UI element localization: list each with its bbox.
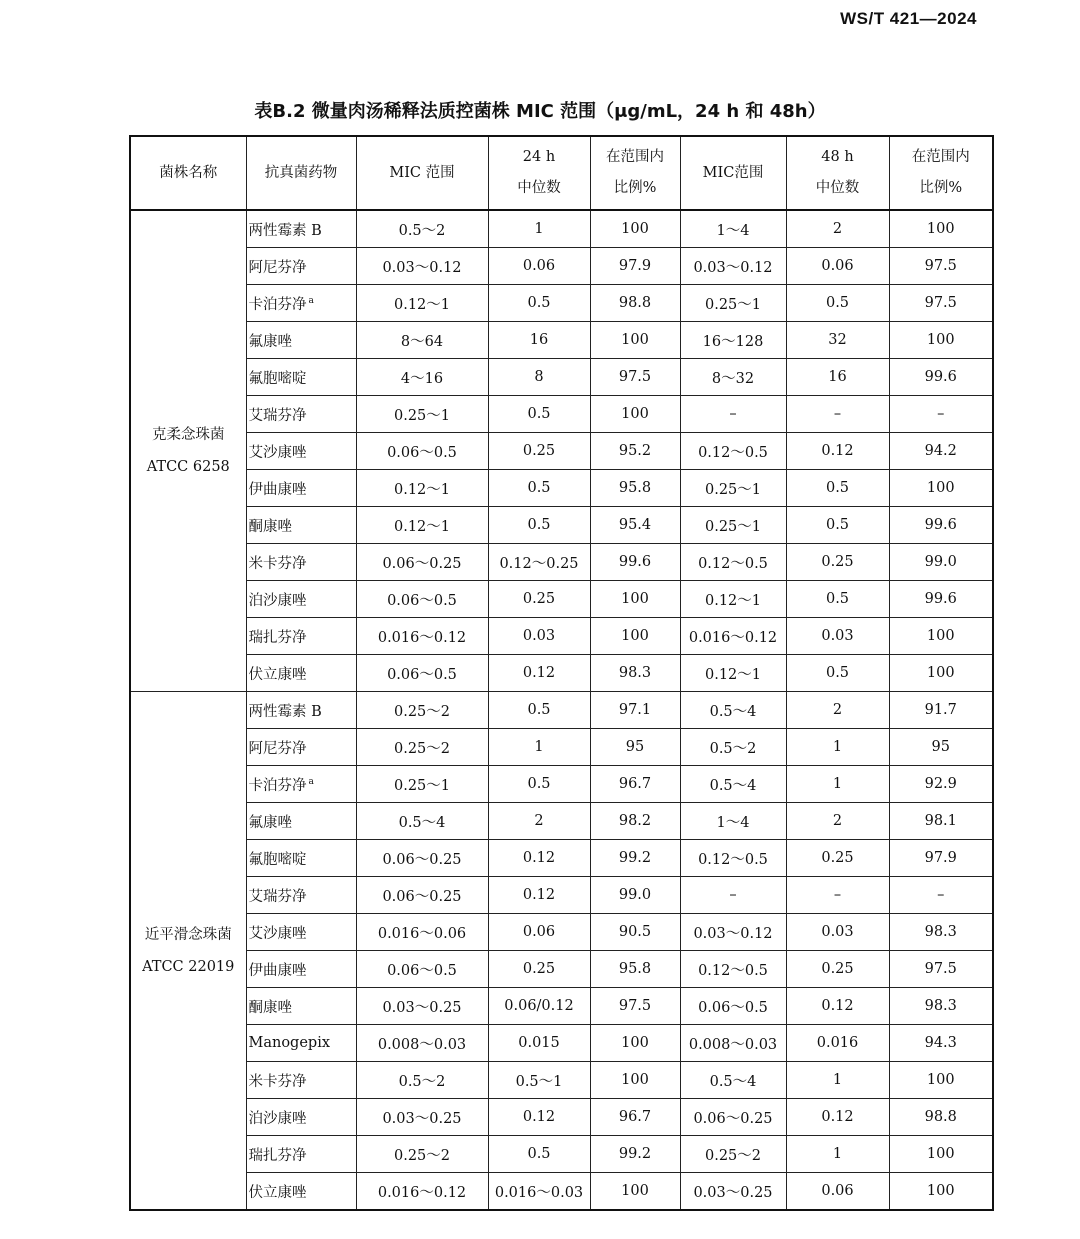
drug-name: 氟胞嘧啶 bbox=[248, 851, 307, 868]
value-cell-median24: 0.06/0.12 bbox=[488, 988, 590, 1025]
table-row bbox=[130, 877, 993, 914]
value-cell-pct48: 94.3 bbox=[889, 1025, 993, 1062]
value-cell-pct48: 98.3 bbox=[889, 988, 993, 1025]
value-cell-median24: 0.12 bbox=[488, 1099, 590, 1136]
value-cell-pct48: 100 bbox=[889, 618, 993, 655]
table-row bbox=[130, 210, 993, 248]
table-row bbox=[130, 396, 993, 433]
strain-name: 近平滑念珠菌 bbox=[144, 926, 232, 943]
table-row bbox=[130, 655, 993, 692]
value-cell-pct48: 97.5 bbox=[889, 248, 993, 285]
drug-name: 氟康唑 bbox=[248, 814, 292, 831]
value-cell-pct48: 98.1 bbox=[889, 803, 993, 840]
value-cell-pct24: 97.1 bbox=[590, 692, 680, 729]
value-cell-pct48: 100 bbox=[889, 655, 993, 692]
value-cell-mic24: 0.12～1 bbox=[356, 507, 488, 544]
col-header-median-48h: 48 h 中位数 bbox=[786, 136, 889, 210]
table-row bbox=[130, 1099, 993, 1136]
value-cell-median48: 2 bbox=[786, 692, 889, 729]
table-row bbox=[130, 951, 993, 988]
drug-name: 两性霉素 B bbox=[248, 703, 322, 720]
value-cell-mic48: 1～4 bbox=[680, 210, 786, 248]
value-cell-median48: 0.12 bbox=[786, 1099, 889, 1136]
value-cell-pct24: 95 bbox=[590, 729, 680, 766]
value-cell-median48: 0.25 bbox=[786, 840, 889, 877]
value-cell-mic24: 0.5～4 bbox=[356, 803, 488, 840]
drug-cell bbox=[246, 248, 356, 285]
table-row bbox=[130, 729, 993, 766]
value-cell-pct48: – bbox=[889, 877, 993, 914]
value-cell-mic48: 0.5～4 bbox=[680, 1062, 786, 1099]
value-cell-pct24: 98.2 bbox=[590, 803, 680, 840]
strain-cell bbox=[130, 210, 246, 692]
mic-range-table bbox=[129, 135, 994, 1211]
value-cell-mic24: 0.25～1 bbox=[356, 396, 488, 433]
value-cell-mic48: 0.008～0.03 bbox=[680, 1025, 786, 1062]
drug-cell bbox=[246, 359, 356, 396]
drug-cell bbox=[246, 396, 356, 433]
value-cell-mic48: – bbox=[680, 877, 786, 914]
standard-code: WS/T 421—2024 bbox=[840, 9, 977, 28]
value-cell-mic24: 0.06～0.25 bbox=[356, 877, 488, 914]
value-cell-pct24: 97.5 bbox=[590, 988, 680, 1025]
value-cell-median24: 0.5 bbox=[488, 507, 590, 544]
drug-name: 阿尼芬净 bbox=[248, 259, 307, 276]
drug-name: 阿尼芬净 bbox=[248, 740, 307, 757]
value-cell-pct24: 98.3 bbox=[590, 655, 680, 692]
drug-name: 米卡芬净 bbox=[248, 1073, 307, 1090]
value-cell-median48: – bbox=[786, 396, 889, 433]
drug-name: 泊沙康唑 bbox=[248, 1110, 307, 1127]
header-row bbox=[130, 136, 993, 210]
value-cell-pct48: 100 bbox=[889, 1173, 993, 1211]
drug-cell bbox=[246, 803, 356, 840]
value-cell-median48: 1 bbox=[786, 1136, 889, 1173]
col-header-percent-24h: 在范围内 比例% bbox=[590, 136, 680, 210]
value-cell-median24: 0.12 bbox=[488, 877, 590, 914]
drug-name: 伏立康唑 bbox=[248, 1184, 307, 1201]
value-cell-median48: 0.5 bbox=[786, 581, 889, 618]
drug-cell bbox=[246, 544, 356, 581]
table-row bbox=[130, 766, 993, 803]
value-cell-pct24: 100 bbox=[590, 322, 680, 359]
footnote-marker: a bbox=[308, 295, 314, 306]
value-cell-median24: 0.5～1 bbox=[488, 1062, 590, 1099]
value-cell-pct24: 100 bbox=[590, 581, 680, 618]
drug-name: 酮康唑 bbox=[248, 999, 292, 1016]
drug-cell bbox=[246, 988, 356, 1025]
value-cell-pct48: 97.5 bbox=[889, 951, 993, 988]
drug-cell bbox=[246, 1025, 356, 1062]
table-row bbox=[130, 507, 993, 544]
value-cell-median48: 16 bbox=[786, 359, 889, 396]
drug-name: 伏立康唑 bbox=[248, 666, 307, 683]
value-cell-mic48: 0.25～1 bbox=[680, 285, 786, 322]
value-cell-pct48: 92.9 bbox=[889, 766, 993, 803]
drug-cell bbox=[246, 951, 356, 988]
value-cell-mic24: 0.06～0.5 bbox=[356, 581, 488, 618]
value-cell-pct24: 98.8 bbox=[590, 285, 680, 322]
value-cell-pct24: 90.5 bbox=[590, 914, 680, 951]
col-header-percent-48h: 在范围内 比例% bbox=[889, 136, 993, 210]
drug-name: 艾沙康唑 bbox=[248, 444, 307, 461]
value-cell-median48: 2 bbox=[786, 803, 889, 840]
value-cell-median48: 1 bbox=[786, 1062, 889, 1099]
drug-cell bbox=[246, 1099, 356, 1136]
drug-cell bbox=[246, 322, 356, 359]
strain-name: 克柔念珠菌 bbox=[152, 427, 225, 443]
value-cell-mic48: 8～32 bbox=[680, 359, 786, 396]
value-cell-median24: 1 bbox=[488, 210, 590, 248]
value-cell-median24: 8 bbox=[488, 359, 590, 396]
drug-name: 卡泊芬净 bbox=[248, 296, 307, 313]
table-row bbox=[130, 914, 993, 951]
value-cell-mic24: 8～64 bbox=[356, 322, 488, 359]
value-cell-mic48: 0.12～1 bbox=[680, 655, 786, 692]
value-cell-pct24: 97.5 bbox=[590, 359, 680, 396]
value-cell-median48: 0.06 bbox=[786, 248, 889, 285]
value-cell-pct24: 100 bbox=[590, 396, 680, 433]
drug-cell bbox=[246, 618, 356, 655]
value-cell-pct48: 99.6 bbox=[889, 359, 993, 396]
value-cell-pct24: 100 bbox=[590, 1062, 680, 1099]
value-cell-median48: 0.5 bbox=[786, 285, 889, 322]
value-cell-mic48: 0.12～0.5 bbox=[680, 433, 786, 470]
value-cell-pct48: 100 bbox=[889, 470, 993, 507]
value-cell-pct48: 98.8 bbox=[889, 1099, 993, 1136]
value-cell-median48: 0.06 bbox=[786, 1173, 889, 1211]
drug-cell bbox=[246, 433, 356, 470]
value-cell-pct24: 100 bbox=[590, 1173, 680, 1211]
table-caption: 表B.2 微量肉汤稀释法质控菌株 MIC 范围（μg/mL，24 h 和 48h） bbox=[254, 101, 826, 122]
value-cell-pct48: 98.3 bbox=[889, 914, 993, 951]
value-cell-mic24: 0.25～2 bbox=[356, 1136, 488, 1173]
value-cell-median24: 0.015 bbox=[488, 1025, 590, 1062]
table-row bbox=[130, 988, 993, 1025]
value-cell-mic48: 0.25～1 bbox=[680, 507, 786, 544]
value-cell-median48: 0.5 bbox=[786, 655, 889, 692]
value-cell-mic24: 0.03～0.25 bbox=[356, 988, 488, 1025]
table-row bbox=[130, 1025, 993, 1062]
value-cell-median48: 2 bbox=[786, 210, 889, 248]
value-cell-pct24: 95.8 bbox=[590, 470, 680, 507]
value-cell-median48: 0.03 bbox=[786, 618, 889, 655]
value-cell-pct48: 100 bbox=[889, 1062, 993, 1099]
drug-cell bbox=[246, 877, 356, 914]
value-cell-mic24: 0.008～0.03 bbox=[356, 1025, 488, 1062]
value-cell-pct48: 100 bbox=[889, 1136, 993, 1173]
value-cell-mic48: – bbox=[680, 396, 786, 433]
drug-cell bbox=[246, 692, 356, 729]
value-cell-pct48: 100 bbox=[889, 210, 993, 248]
drug-name: 艾瑞芬净 bbox=[248, 407, 307, 424]
value-cell-median24: 16 bbox=[488, 322, 590, 359]
value-cell-median48: 0.03 bbox=[786, 914, 889, 951]
value-cell-mic24: 0.016～0.06 bbox=[356, 914, 488, 951]
value-cell-mic48: 0.03～0.12 bbox=[680, 914, 786, 951]
drug-cell bbox=[246, 655, 356, 692]
table-row bbox=[130, 618, 993, 655]
drug-name: 米卡芬净 bbox=[248, 555, 307, 572]
value-cell-median24: 0.12 bbox=[488, 840, 590, 877]
value-cell-mic48: 0.5～4 bbox=[680, 692, 786, 729]
value-cell-median24: 0.016～0.03 bbox=[488, 1173, 590, 1211]
value-cell-mic48: 0.5～4 bbox=[680, 766, 786, 803]
col-header-drug: 抗真菌药物 bbox=[246, 136, 356, 210]
value-cell-median24: 0.06 bbox=[488, 248, 590, 285]
value-cell-median48: 0.12 bbox=[786, 988, 889, 1025]
value-cell-mic48: 0.12～0.5 bbox=[680, 544, 786, 581]
value-cell-median48: 0.5 bbox=[786, 507, 889, 544]
drug-name: Manogepix bbox=[248, 1035, 331, 1051]
value-cell-median24: 0.5 bbox=[488, 285, 590, 322]
table-row bbox=[130, 470, 993, 507]
value-cell-pct24: 100 bbox=[590, 618, 680, 655]
value-cell-median24: 0.25 bbox=[488, 433, 590, 470]
value-cell-mic24: 0.06～0.5 bbox=[356, 655, 488, 692]
value-cell-pct24: 99.0 bbox=[590, 877, 680, 914]
value-cell-median48: 0.25 bbox=[786, 951, 889, 988]
value-cell-pct24: 95.8 bbox=[590, 951, 680, 988]
value-cell-pct24: 96.7 bbox=[590, 766, 680, 803]
drug-name: 酮康唑 bbox=[248, 518, 292, 535]
drug-name: 氟康唑 bbox=[248, 333, 292, 350]
value-cell-median24: 0.5 bbox=[488, 1136, 590, 1173]
drug-cell bbox=[246, 840, 356, 877]
value-cell-pct24: 97.9 bbox=[590, 248, 680, 285]
value-cell-pct24: 99.2 bbox=[590, 1136, 680, 1173]
value-cell-mic48: 0.12～0.5 bbox=[680, 951, 786, 988]
drug-cell bbox=[246, 507, 356, 544]
value-cell-mic24: 0.25～2 bbox=[356, 692, 488, 729]
drug-cell bbox=[246, 210, 356, 248]
value-cell-pct48: 95 bbox=[889, 729, 993, 766]
drug-name: 瑞扎芬净 bbox=[248, 1147, 307, 1164]
value-cell-pct48: 94.2 bbox=[889, 433, 993, 470]
table-row bbox=[130, 840, 993, 877]
drug-cell bbox=[246, 1136, 356, 1173]
drug-cell bbox=[246, 1062, 356, 1099]
drug-name: 伊曲康唑 bbox=[248, 962, 307, 979]
drug-cell bbox=[246, 1173, 356, 1211]
value-cell-mic24: 0.25～2 bbox=[356, 729, 488, 766]
value-cell-mic24: 4～16 bbox=[356, 359, 488, 396]
strain-cell bbox=[130, 692, 246, 1211]
value-cell-mic48: 16～128 bbox=[680, 322, 786, 359]
drug-cell bbox=[246, 581, 356, 618]
value-cell-median24: 0.5 bbox=[488, 692, 590, 729]
table-row bbox=[130, 692, 993, 729]
value-cell-pct48: 97.5 bbox=[889, 285, 993, 322]
drug-cell bbox=[246, 914, 356, 951]
value-cell-pct48: – bbox=[889, 396, 993, 433]
value-cell-mic48: 0.5～2 bbox=[680, 729, 786, 766]
table-row bbox=[130, 433, 993, 470]
value-cell-pct48: 91.7 bbox=[889, 692, 993, 729]
value-cell-pct24: 100 bbox=[590, 1025, 680, 1062]
value-cell-pct24: 99.6 bbox=[590, 544, 680, 581]
value-cell-median24: 0.5 bbox=[488, 470, 590, 507]
value-cell-median48: 0.016 bbox=[786, 1025, 889, 1062]
value-cell-pct48: 99.0 bbox=[889, 544, 993, 581]
value-cell-pct24: 96.7 bbox=[590, 1099, 680, 1136]
value-cell-mic48: 0.12～0.5 bbox=[680, 840, 786, 877]
table-row bbox=[130, 544, 993, 581]
value-cell-mic24: 0.016～0.12 bbox=[356, 618, 488, 655]
value-cell-mic24: 0.06～0.5 bbox=[356, 951, 488, 988]
strain-code: ATCC 6258 bbox=[146, 459, 230, 475]
table-row bbox=[130, 1136, 993, 1173]
drug-cell bbox=[246, 470, 356, 507]
value-cell-pct48: 99.6 bbox=[889, 507, 993, 544]
col-header-strain: 菌株名称 bbox=[130, 136, 246, 210]
value-cell-median24: 0.06 bbox=[488, 914, 590, 951]
value-cell-mic48: 0.03～0.25 bbox=[680, 1173, 786, 1211]
value-cell-median48: 1 bbox=[786, 729, 889, 766]
value-cell-pct24: 95.2 bbox=[590, 433, 680, 470]
value-cell-mic48: 0.06～0.5 bbox=[680, 988, 786, 1025]
table-row bbox=[130, 248, 993, 285]
value-cell-median24: 0.5 bbox=[488, 396, 590, 433]
value-cell-median48: – bbox=[786, 877, 889, 914]
value-cell-mic24: 0.06～0.25 bbox=[356, 544, 488, 581]
table-row bbox=[130, 803, 993, 840]
table-row bbox=[130, 285, 993, 322]
drug-name: 伊曲康唑 bbox=[248, 481, 307, 498]
footnote-marker: a bbox=[308, 776, 314, 787]
table-row bbox=[130, 1173, 993, 1211]
drug-cell bbox=[246, 729, 356, 766]
value-cell-pct48: 99.6 bbox=[889, 581, 993, 618]
value-cell-median24: 1 bbox=[488, 729, 590, 766]
value-cell-mic48: 0.25～1 bbox=[680, 470, 786, 507]
value-cell-pct48: 100 bbox=[889, 322, 993, 359]
strain-code: ATCC 22019 bbox=[142, 958, 235, 975]
drug-name: 卡泊芬净 bbox=[248, 777, 307, 794]
value-cell-median48: 0.5 bbox=[786, 470, 889, 507]
drug-name: 艾瑞芬净 bbox=[248, 888, 307, 905]
col-header-mic-24h: MIC 范围 bbox=[356, 136, 488, 210]
value-cell-mic24: 0.016～0.12 bbox=[356, 1173, 488, 1211]
value-cell-mic24: 0.03～0.12 bbox=[356, 248, 488, 285]
value-cell-mic24: 0.06～0.25 bbox=[356, 840, 488, 877]
table-row bbox=[130, 581, 993, 618]
value-cell-mic48: 0.25～2 bbox=[680, 1136, 786, 1173]
value-cell-mic24: 0.25～1 bbox=[356, 766, 488, 803]
col-header-median-24h: 24 h 中位数 bbox=[488, 136, 590, 210]
value-cell-median24: 0.03 bbox=[488, 618, 590, 655]
value-cell-mic48: 0.03～0.12 bbox=[680, 248, 786, 285]
value-cell-mic24: 0.5～2 bbox=[356, 210, 488, 248]
drug-name: 氟胞嘧啶 bbox=[248, 370, 307, 387]
drug-cell bbox=[246, 766, 356, 803]
value-cell-pct48: 97.9 bbox=[889, 840, 993, 877]
drug-name: 两性霉素 B bbox=[248, 222, 322, 239]
table-row bbox=[130, 359, 993, 396]
drug-name: 艾沙康唑 bbox=[248, 925, 307, 942]
value-cell-median24: 2 bbox=[488, 803, 590, 840]
value-cell-median24: 0.25 bbox=[488, 951, 590, 988]
value-cell-mic48: 0.016～0.12 bbox=[680, 618, 786, 655]
value-cell-pct24: 95.4 bbox=[590, 507, 680, 544]
table-row bbox=[130, 322, 993, 359]
value-cell-median48: 0.25 bbox=[786, 544, 889, 581]
value-cell-median24: 0.25 bbox=[488, 581, 590, 618]
drug-name: 瑞扎芬净 bbox=[248, 629, 307, 646]
value-cell-mic48: 1～4 bbox=[680, 803, 786, 840]
value-cell-mic24: 0.12～1 bbox=[356, 470, 488, 507]
value-cell-median48: 1 bbox=[786, 766, 889, 803]
col-header-mic-48h: MIC范围 bbox=[680, 136, 786, 210]
value-cell-median24: 0.12～0.25 bbox=[488, 544, 590, 581]
value-cell-mic24: 0.12～1 bbox=[356, 285, 488, 322]
value-cell-pct24: 99.2 bbox=[590, 840, 680, 877]
value-cell-mic24: 0.06～0.5 bbox=[356, 433, 488, 470]
drug-name: 泊沙康唑 bbox=[248, 592, 307, 609]
value-cell-pct24: 100 bbox=[590, 210, 680, 248]
value-cell-median24: 0.12 bbox=[488, 655, 590, 692]
value-cell-median48: 0.12 bbox=[786, 433, 889, 470]
table-row bbox=[130, 1062, 993, 1099]
value-cell-median24: 0.5 bbox=[488, 766, 590, 803]
value-cell-mic48: 0.06～0.25 bbox=[680, 1099, 786, 1136]
drug-cell bbox=[246, 285, 356, 322]
value-cell-mic24: 0.5～2 bbox=[356, 1062, 488, 1099]
value-cell-mic24: 0.03～0.25 bbox=[356, 1099, 488, 1136]
value-cell-median48: 32 bbox=[786, 322, 889, 359]
value-cell-mic48: 0.12～1 bbox=[680, 581, 786, 618]
